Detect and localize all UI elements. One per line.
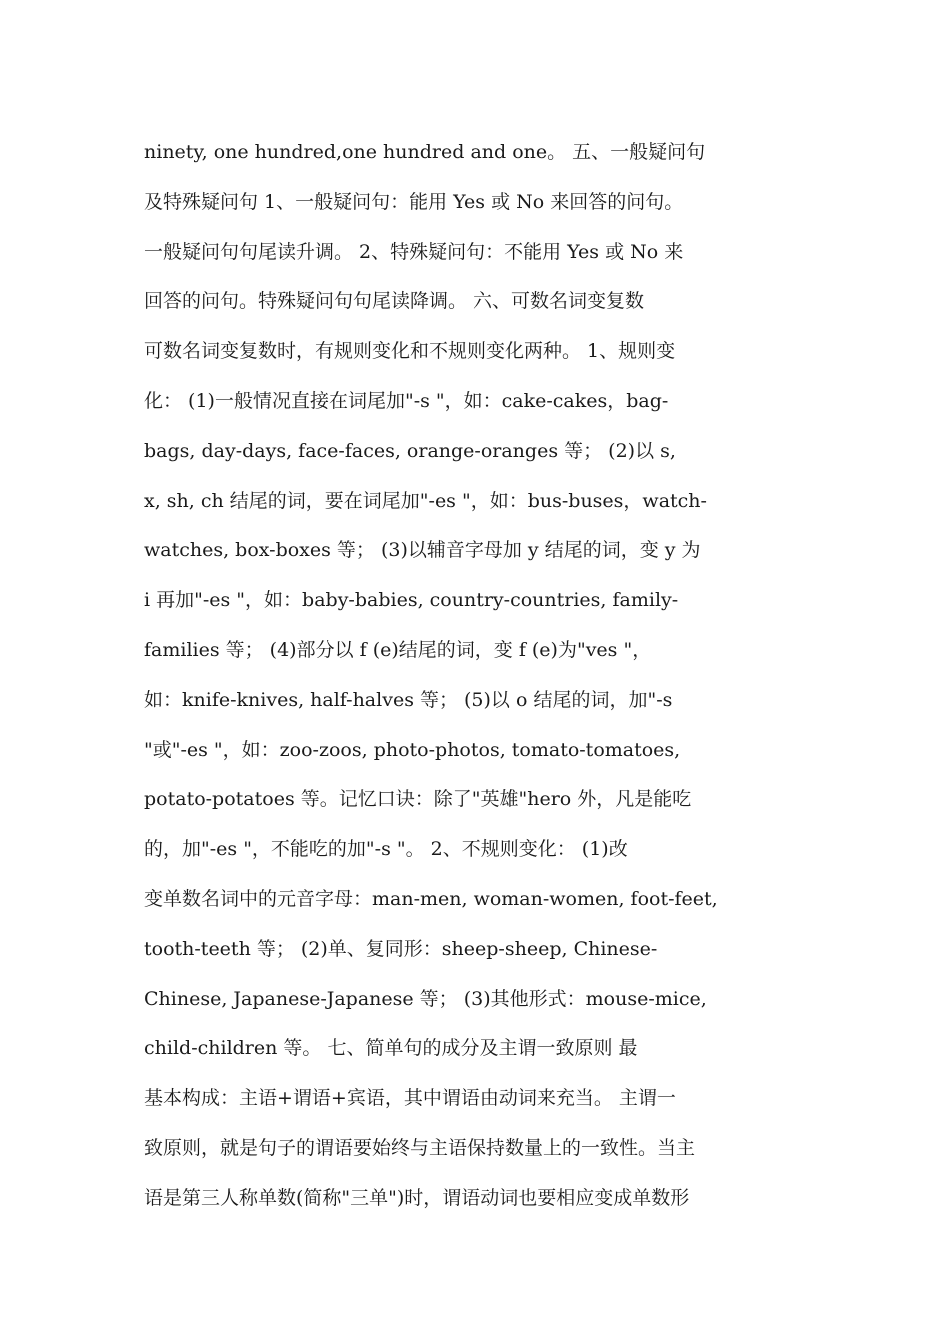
text-line: 基本构成：主语+谓语+宾语，其中谓语由动词来充当。 主谓一 [144, 1087, 676, 1110]
text-line: 及特殊疑问句 1、一般疑问句：能用 Yes 或 No 来回答的问句。 [144, 190, 684, 213]
text-line: i 再加"-es "，如：baby-babies, country-countries, family- [144, 589, 679, 612]
text-line: 化： (1)一般情况直接在词尾加"-s "，如：cake-cakes，bag- [144, 389, 669, 412]
text-line: families 等； (4)部分以 f (e)结尾的词，变 f (e)为"ves "， [144, 638, 652, 661]
document-body [144, 136, 808, 1232]
text-line: 语是第三人称单数(简称"三单")时，谓语动词也要相应变成单数形 [144, 1186, 690, 1209]
text-line: 可数名词变复数时，有规则变化和不规则变化两种。 1、规则变 [144, 340, 676, 363]
text-line: potato-potatoes 等。记忆口诀：除了"英雄"hero 外，凡是能吃 [144, 788, 692, 811]
text-line: bags, day-days, face-faces, orange-oranges 等； (2)以 s, [144, 439, 676, 462]
text-line: ninety, one hundred,one hundred and one。 五、一般疑问句 [144, 141, 706, 163]
text-line: 变单数名词中的元音字母：man-men, woman-women, foot-feet, [144, 887, 718, 910]
text-line: 如：knife-knives, half-halves 等； (5)以 o 结尾的词，加"-s [144, 688, 673, 711]
text-line: "或"-es "，如：zoo-zoos, photo-photos, tomato-tomatoes, [144, 738, 681, 761]
text-line: watches, box-boxes 等； (3)以辅音字母加 y 结尾的词，变 y 为 [144, 539, 701, 562]
text-line: 的，加"-es "，不能吃的加"-s "。 2、不规则变化： (1)改 [144, 838, 628, 861]
text-line: tooth-teeth 等； (2)单、复同形：sheep-sheep, Chinese- [144, 937, 658, 960]
text-line: x, sh, ch 结尾的词，要在词尾加"-es "，如：bus-buses，watch- [144, 489, 707, 512]
text-line: 致原则，就是句子的谓语要始终与主语保持数量上的一致性。当主 [144, 1136, 696, 1159]
text-line: 回答的问句。特殊疑问句句尾读降调。 六、可数名词变复数 [144, 290, 645, 313]
text-line: 一般疑问句句尾读升调。 2、特殊疑问句：不能用 Yes 或 No 来 [144, 240, 684, 263]
text-line: Chinese, Japanese-Japanese 等； (3)其他形式：mouse-mice, [144, 987, 707, 1010]
text-line: child-children 等。 七、简单句的成分及主谓一致原则 最 [144, 1037, 638, 1060]
